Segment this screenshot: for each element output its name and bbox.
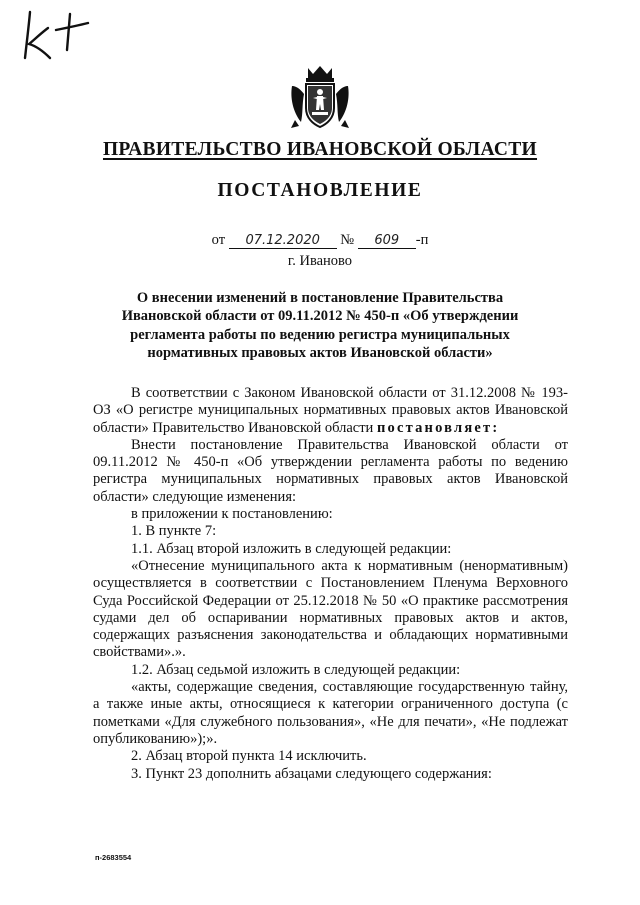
body-paragraph: 1.1. Абзац второй изложить в следующей редакции: [131, 540, 452, 557]
document-body [93, 385, 568, 783]
body-paragraph: 1. В пункте 7: [131, 523, 217, 540]
body-paragraph: В соответствии с Законом Ивановской области от 31.12.2008 № 193-ОЗ «О регистре муниципальных нормативных правовых актов Ивановской области» Правительство Ивановской области постановляет: [93, 385, 568, 436]
date-prefix: от [211, 232, 226, 248]
body-paragraph: «акты, содержащие сведения, составляющие государственную тайну, а также иные акты, относящиеся к категории ограниченного доступа (с пометками «Для служебного пользования», «Не для печати», «Не подлежат опубликованию»);». [93, 679, 568, 747]
government-title: ПРАВИТЕЛЬСТВО ИВАНОВСКОЙ ОБЛАСТИ [102, 139, 538, 160]
body-paragraph: 1.2. Абзац седьмой изложить в следующей редакции: [131, 661, 461, 678]
document-subject: О внесении изменений в постановление Правительства Ивановской области от 09.11.2012 № 450-п «Об утверждении регламента работы по ведению регистра муниципальных нормативных правовых актов Ивановской области» [121, 290, 519, 361]
handwritten-number: 609 [358, 233, 416, 249]
body-paragraph: Внести постановление Правительства Ивановской области от 09.11.2012 № 450-п «Об утверждении регламента работы по ведению регистра муниципальных нормативных правовых актов Ивановской области» следующие изменения: [93, 436, 568, 505]
handwritten-mark-text: kt [18, 8, 19, 9]
coat-of-arms-emblem [289, 64, 351, 130]
handwritten-date: 07.12.2020 [229, 233, 337, 249]
date-number-line [0, 232, 640, 249]
body-paragraph: в приложении к постановлению: [131, 506, 333, 523]
number-sign: № [340, 232, 355, 248]
body-paragraph: 3. Пункт 23 дополнить абзацами следующего содержания: [131, 765, 492, 782]
body-paragraph: «Отнесение муниципального акта к нормативным (ненормативным) осуществляется в соответствии с Постановлением Пленума Верховного Суда Российской Федерации от 25.12.2018 № 50 «О практике рассмотрения судами дел об оспаривании нормативных правовых актов и актов, содержащих разъяснения законодательства и обладающих нормативными свойствами».». [93, 557, 568, 661]
city: г. Иваново [287, 253, 353, 269]
number-suffix: -п [415, 232, 429, 248]
document-type-heading: ПОСТАНОВЛЕНИЕ [217, 180, 423, 201]
footer-document-code: п-2683554 [95, 853, 132, 862]
decree-word: постановляет: [376, 419, 500, 436]
handwritten-mark [18, 8, 98, 62]
body-paragraph: 2. Абзац второй пункта 14 исключить. [131, 748, 367, 765]
